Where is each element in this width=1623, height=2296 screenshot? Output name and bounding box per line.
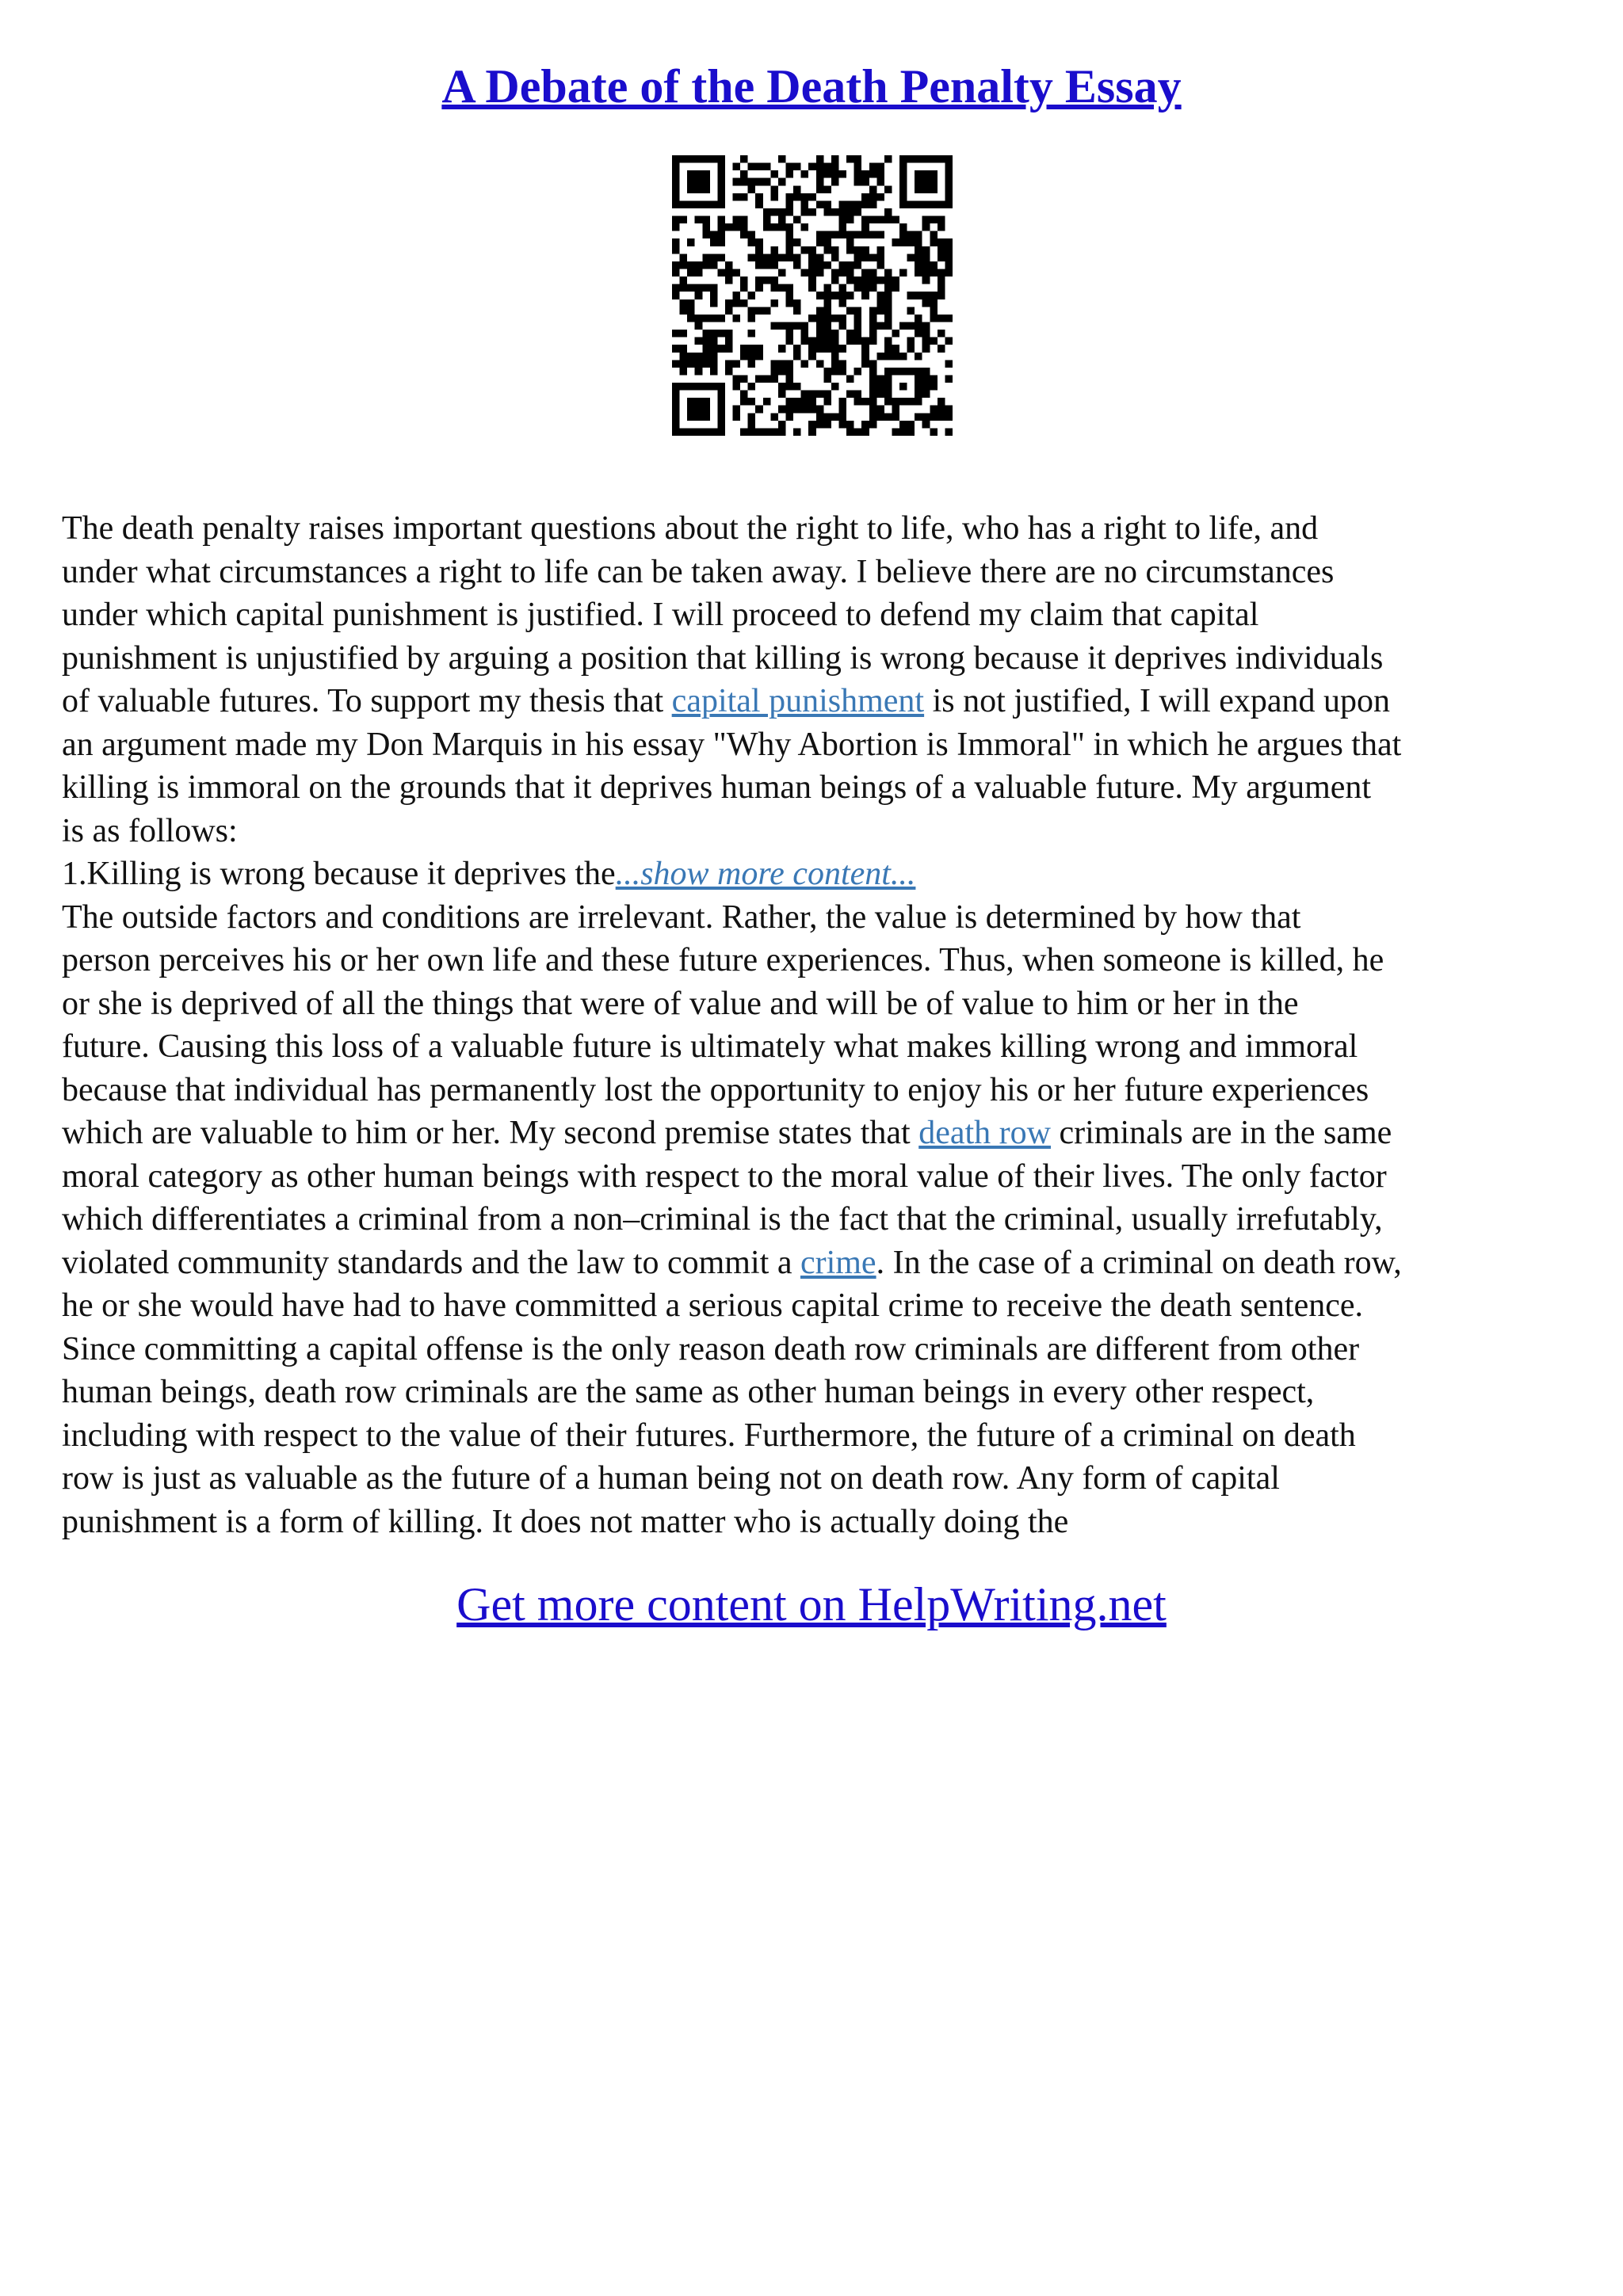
essay-line: 1.Killing is wrong because it deprives the...show more content... bbox=[62, 856, 916, 892]
essay-line: future. Causing this loss of a valuable future is ultimately what makes killing wrong and immoral bbox=[62, 1028, 1358, 1065]
essay-line: punishment is a form of killing. It does not matter who is actually doing the bbox=[62, 1503, 1069, 1540]
capital-punishment-link[interactable]: capital punishment bbox=[671, 683, 925, 719]
essay-line: The outside factors and conditions are irrelevant. Rather, the value is determined by how that bbox=[62, 898, 1301, 936]
essay-line: which differentiates a criminal from a non–criminal is the fact that the criminal, usually irrefutably, bbox=[62, 1201, 1383, 1238]
essay-line: violated community standards and the law to commit a crime. In the case of a criminal on death row, bbox=[62, 1244, 1402, 1281]
helpwriting-footer-link[interactable]: Get more content on HelpWriting.net bbox=[456, 1578, 1167, 1630]
essay-line: punishment is unjustified by arguing a position that killing is wrong because it deprives individuals bbox=[62, 639, 1384, 677]
essay-line: under what circumstances a right to life can be taken away. I believe there are no circumstances bbox=[62, 553, 1335, 590]
essay-line: or she is deprived of all the things that were of value and will be of value to him or her in the bbox=[62, 985, 1299, 1022]
essay-line: which are valuable to him or her. My second premise states that death row criminals are in the same bbox=[62, 1115, 1392, 1151]
show-more-content-link[interactable]: ...show more content... bbox=[615, 856, 916, 892]
essay-line: person perceives his or her own life and these future experiences. Thus, when someone is killed, he bbox=[62, 942, 1384, 978]
essay-line: he or she would have had to have committed a serious capital crime to receive the death sentence. bbox=[62, 1287, 1364, 1324]
essay-line: because that individual has permanently lost the opportunity to enjoy his or her future experiences bbox=[62, 1071, 1369, 1108]
essay-line: Since committing a capital offense is the only reason death row criminals are different from other bbox=[62, 1330, 1360, 1367]
qr-code-icon bbox=[672, 155, 953, 436]
essay-line: The death penalty raises important questions about the right to life, who has a right to life, and bbox=[62, 510, 1319, 547]
essay-line: is as follows: bbox=[62, 812, 238, 849]
essay-line: including with respect to the value of their futures. Furthermore, the future of a criminal on death bbox=[62, 1417, 1356, 1454]
essay-line: an argument made my Don Marquis in his essay "Why Abortion is Immoral" in which he argues that bbox=[62, 726, 1402, 763]
essay-line: under which capital punishment is justified. I will proceed to defend my claim that capital bbox=[62, 597, 1259, 633]
essay-line: moral category as other human beings with respect to the moral value of their lives. The only factor bbox=[62, 1158, 1387, 1195]
essay-title-link[interactable]: A Debate of the Death Penalty Essay bbox=[441, 60, 1182, 113]
death-row-link[interactable]: death row bbox=[918, 1115, 1051, 1151]
crime-link[interactable]: crime bbox=[800, 1244, 876, 1281]
essay-line: human beings, death row criminals are the same as other human beings in every other respect, bbox=[62, 1374, 1315, 1410]
essay-line: row is just as valuable as the future of a human being not on death row. Any form of capital bbox=[62, 1460, 1280, 1497]
essay-line: killing is immoral on the grounds that it deprives human beings of a valuable future. My argument bbox=[62, 769, 1372, 806]
essay-line: of valuable futures. To support my thesis that capital punishment is not justified, I will expand upon bbox=[62, 683, 1391, 719]
essay-body bbox=[62, 507, 1568, 1543]
